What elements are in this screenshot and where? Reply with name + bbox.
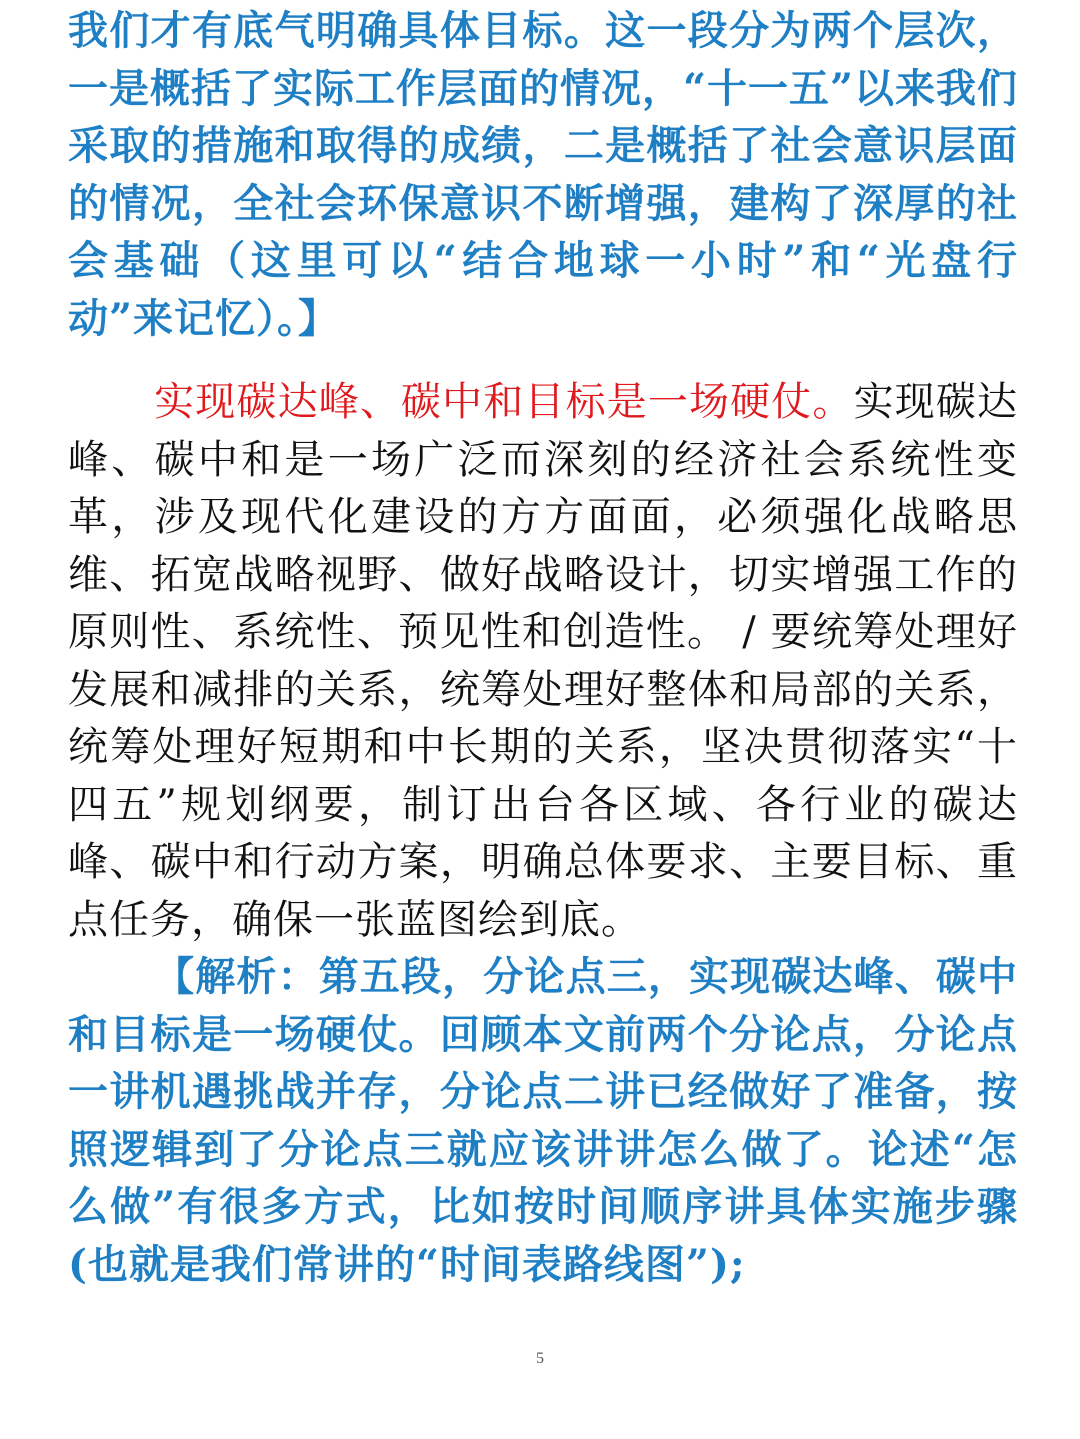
section-body: 实现碳达峰、碳中和是一场广泛而深刻的经济社会系统性变革，涉及现代化建设的方方面面，必须强化战略思维、拓宽战略视野、做好战略设计，切实增强工作的原则性、系统性、预见性和创造性。 / 要统筹处理好发展和减排的关系，统筹处理好整体和局部的关系，统筹处理好短期和中长期的关系，坚决贯彻落实“十四五”规划纲要，制订出台各区域、各行业的碳达峰、碳中和行动方案，明确总体要求、主要目标、重点任务，确保一张蓝图绘到底。 <box>68 379 1019 943</box>
section-heading: 实现碳达峰、碳中和目标是一场硬仗。 <box>154 379 854 425</box>
section-paragraph <box>68 374 1018 949</box>
analysis-paragraph <box>68 948 1018 1293</box>
analysis-paragraph-continued: 我们才有底气明确具体目标。这一段分为两个层次，一是概括了实际工作层面的情况，“十一五”以来我们采取的措施和取得的成绩，二是概括了社会意识层面的情况，全社会环保意识不断增强，建构了深厚的社会基础（这里可以“结合地球一小时”和“光盘行动”来记忆）。】 <box>68 7 1019 342</box>
analysis-text: 【解析：第五段，分论点三，实现碳达峰、碳中和目标是一场硬仗。回顾本文前两个分论点，分论点一讲机遇挑战并存，分论点二讲已经做好了准备，按照逻辑到了分论点三就应该讲讲怎么做了。论述“怎么做”有很多方式，比如按时间顺序讲具体实施步骤(也就是我们常讲的“时间表路线图”); <box>68 953 1018 1288</box>
page-number: 5 <box>536 1350 544 1367</box>
